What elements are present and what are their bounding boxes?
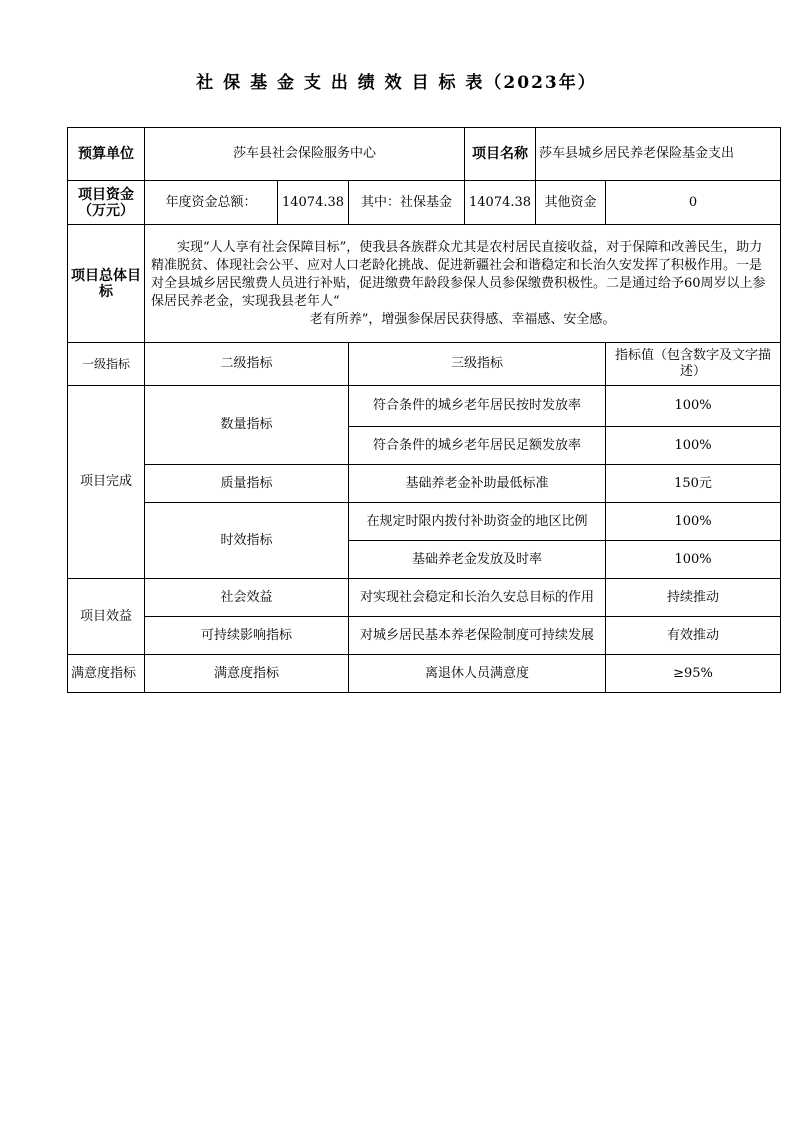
- value-header: 指标值（包含数字及文字描述）: [606, 343, 781, 386]
- qual1-name: 基础养老金补助最低标准: [349, 465, 606, 503]
- satisfaction-l2-label: 满意度指标: [145, 655, 349, 693]
- sat1-name: 离退休人员满意度: [349, 655, 606, 693]
- t1-value: 100%: [606, 503, 781, 541]
- table-row: [68, 386, 781, 427]
- annual-total-value: 14074.38: [278, 181, 349, 225]
- su1-name: 对城乡居民基本养老保险制度可持续发展: [349, 617, 606, 655]
- funds-row: [68, 181, 781, 225]
- social-label: 社会效益: [145, 579, 349, 617]
- su1-value: 有效推动: [606, 617, 781, 655]
- level1-header: 一级指标: [68, 343, 145, 386]
- t2-value: 100%: [606, 541, 781, 579]
- s1-name: 对实现社会稳定和长治久安总目标的作用: [349, 579, 606, 617]
- table-row: [68, 503, 781, 541]
- t2-name: 基础养老金发放及时率: [349, 541, 606, 579]
- level2-header: 二级指标: [145, 343, 349, 386]
- social-fund-label: 其中：社保基金: [349, 181, 465, 225]
- performance-table: [67, 127, 781, 693]
- other-funds-value: 0: [606, 181, 781, 225]
- goal-row: [68, 225, 781, 343]
- social-fund-value: 14074.38: [465, 181, 536, 225]
- q1-name: 符合条件的城乡老年居民按时发放率: [349, 386, 606, 427]
- table-row: [68, 579, 781, 617]
- quantity-label: 数量指标: [145, 386, 349, 465]
- goal-text: 实现“人人享有社会保障目标”，使我县各族群众尤其是农村居民直接收益，对于保障和改善民生，助力精准脱贫、体现社会公平、应对人口老龄化挑战、促进新疆社会和谐稳定和长治久安发挥了积极作用。一是对全县城乡居民缴费人员进行补贴，促进缴费年龄段参保人员参保缴费积极性。二是通过给予60周岁以上参保居民养老金，实现我县老年人“: [151, 239, 766, 309]
- other-funds-label: 其他资金: [536, 181, 606, 225]
- t1-name: 在规定时限内拨付补助资金的地区比例: [349, 503, 606, 541]
- funds-label: 项目资金（万元）: [68, 181, 145, 225]
- satisfaction-l1-label: 满意度指标: [68, 655, 145, 693]
- benefit-label: 项目效益: [68, 579, 145, 655]
- annual-total-label: 年度资金总额：: [145, 181, 278, 225]
- budget-unit-row: [68, 128, 781, 181]
- budget-unit-label: 预算单位: [68, 128, 145, 181]
- indicator-header-row: [68, 343, 781, 386]
- project-name-label: 项目名称: [465, 128, 536, 181]
- sustain-label: 可持续影响指标: [145, 617, 349, 655]
- qual1-value: 150元: [606, 465, 781, 503]
- completion-label: 项目完成: [68, 386, 145, 579]
- goal-label: 项目总体目标: [68, 225, 145, 343]
- sat1-value: ≥95%: [606, 655, 781, 693]
- table-row: [68, 655, 781, 693]
- q1-value: 100%: [606, 386, 781, 427]
- q2-name: 符合条件的城乡老年居民足额发放率: [349, 427, 606, 465]
- quality-label: 质量指标: [145, 465, 349, 503]
- goal-text-end: 老有所养”，增强参保居民获得感、幸福感、安全感。: [309, 311, 616, 327]
- s1-value: 持续推动: [606, 579, 781, 617]
- budget-unit-value: 莎车县社会保险服务中心: [145, 128, 465, 181]
- goal-text-cell: [145, 225, 781, 343]
- table-row: [68, 465, 781, 503]
- project-name-value: 莎车县城乡居民养老保险基金支出: [536, 128, 781, 181]
- q2-value: 100%: [606, 427, 781, 465]
- level3-header: 三级指标: [349, 343, 606, 386]
- page-title: 社 保 基 金 支 出 绩 效 目 标 表（2023年）: [196, 73, 597, 93]
- timeliness-label: 时效指标: [145, 503, 349, 579]
- table-row: [68, 617, 781, 655]
